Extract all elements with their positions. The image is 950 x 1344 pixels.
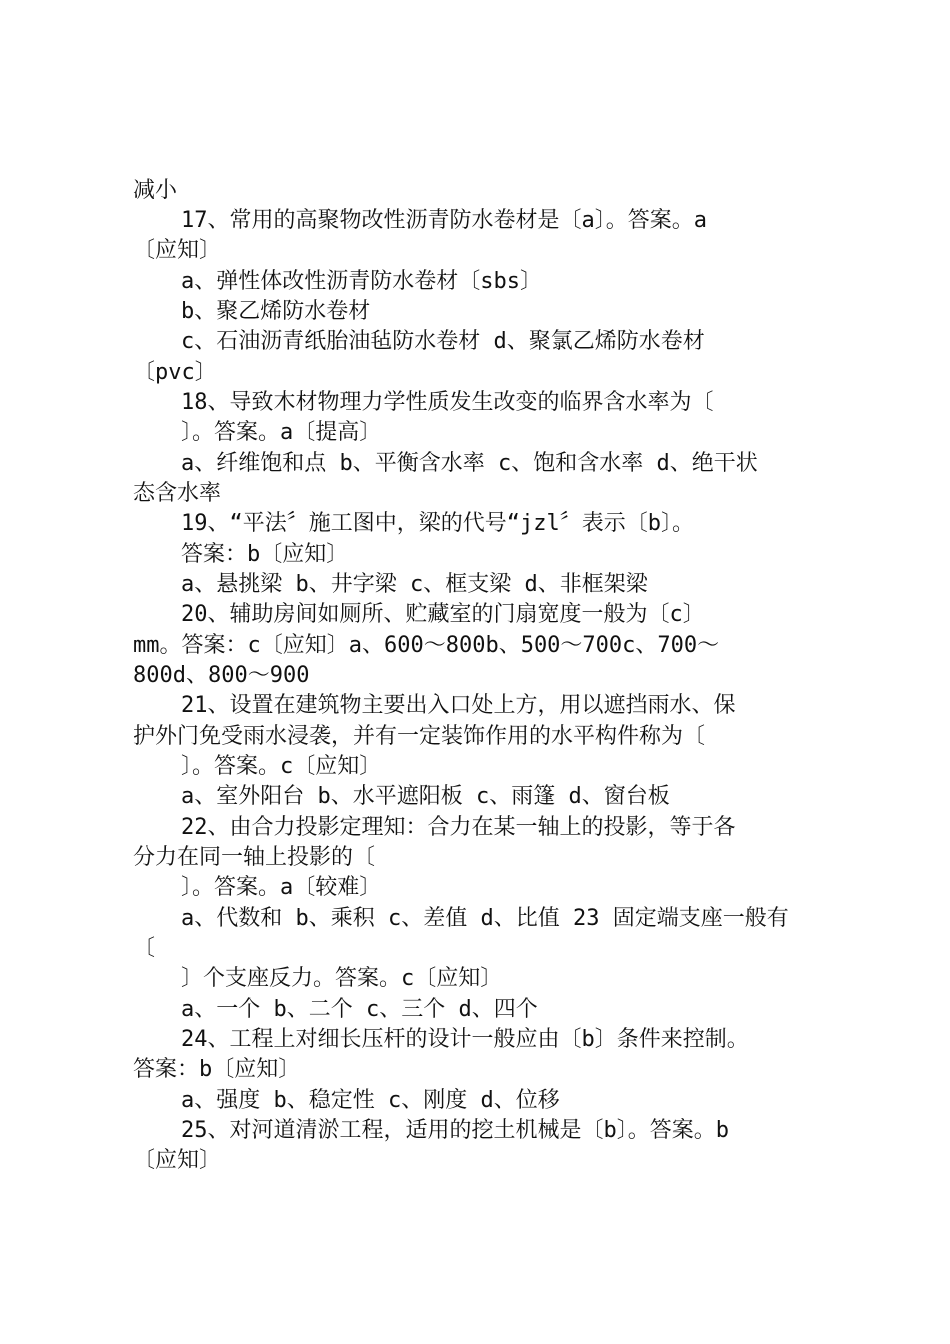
question-24: 24、工程上对细长压杆的设计一般应由〔b〕条件来控制。 [181, 1027, 749, 1052]
option-line: c、石油沥青纸胎油毡防水卷材 d、聚氯乙烯防水卷材 [181, 329, 705, 354]
option-line: a、悬挑梁 b、井字梁 c、框支梁 d、非框架梁 [181, 572, 648, 597]
text-line: 分力在同一轴上投影的〔 [133, 845, 376, 870]
text-line: 800d、800～900 [133, 663, 310, 688]
option-line: a、一个 b、二个 c、三个 d、四个 [181, 997, 538, 1022]
question-21: 21、设置在建筑物主要出入口处上方，用以遮挡雨水、保 [181, 693, 736, 718]
question-19: 19、“平法〞施工图中，梁的代号“jzl〞表示〔b〕。 [181, 511, 694, 536]
text-line: 〔 [133, 936, 156, 961]
option-line: a、室外阳台 b、水平遮阳板 c、雨篷 d、窗台板 [181, 784, 670, 809]
option-line: a、代数和 b、乘积 c、差值 d、比值 23 固定端支座一般有 [181, 906, 789, 931]
answer-line: 〕。答案。a〔提高〕 [181, 420, 382, 445]
answer-line: 〕个支座反力。答案。c〔应知〕 [181, 966, 503, 991]
text-line: 态含水率 [133, 481, 222, 506]
text-line: 减小 [133, 178, 178, 203]
question-25: 25、对河道清淤工程，适用的挖土机械是〔b〕。答案。b [181, 1118, 729, 1143]
question-17: 17、常用的高聚物改性沥青防水卷材是〔a〕。答案。a [181, 208, 707, 233]
question-18: 18、导致木材物理力学性质发生改变的临界含水率为〔 [181, 390, 714, 415]
option-line: a、弹性体改性沥青防水卷材〔sbs〕 [181, 269, 542, 294]
text-line: 〔pvc〕 [133, 360, 217, 385]
answer-line: 〕。答案。a〔较难〕 [181, 875, 382, 900]
question-20: 20、辅助房间如厕所、贮藏室的门扇宽度一般为〔c〕 [181, 602, 705, 627]
text-line: 〔应知〕 [133, 238, 222, 263]
option-line: b、聚乙烯防水卷材 [181, 299, 371, 324]
option-line: a、纤维饱和点 b、平衡含水率 c、饱和含水率 d、绝干状 [181, 451, 758, 476]
text-line: 答案：b〔应知〕 [133, 1057, 301, 1082]
option-line: a、强度 b、稳定性 c、刚度 d、位移 [181, 1088, 560, 1113]
answer-line: 〕。答案。c〔应知〕 [181, 754, 382, 779]
text-line: mm。答案：c〔应知〕a、600～800b、500～700c、700～ [133, 633, 720, 658]
answer-line: 答案：b〔应知〕 [181, 542, 349, 567]
text-line: 〔应知〕 [133, 1148, 222, 1173]
question-22: 22、由合力投影定理知：合力在某一轴上的投影，等于各 [181, 815, 736, 840]
text-line: 护外门免受雨水浸袭，并有一定装饰作用的水平构件称为〔 [133, 724, 706, 749]
